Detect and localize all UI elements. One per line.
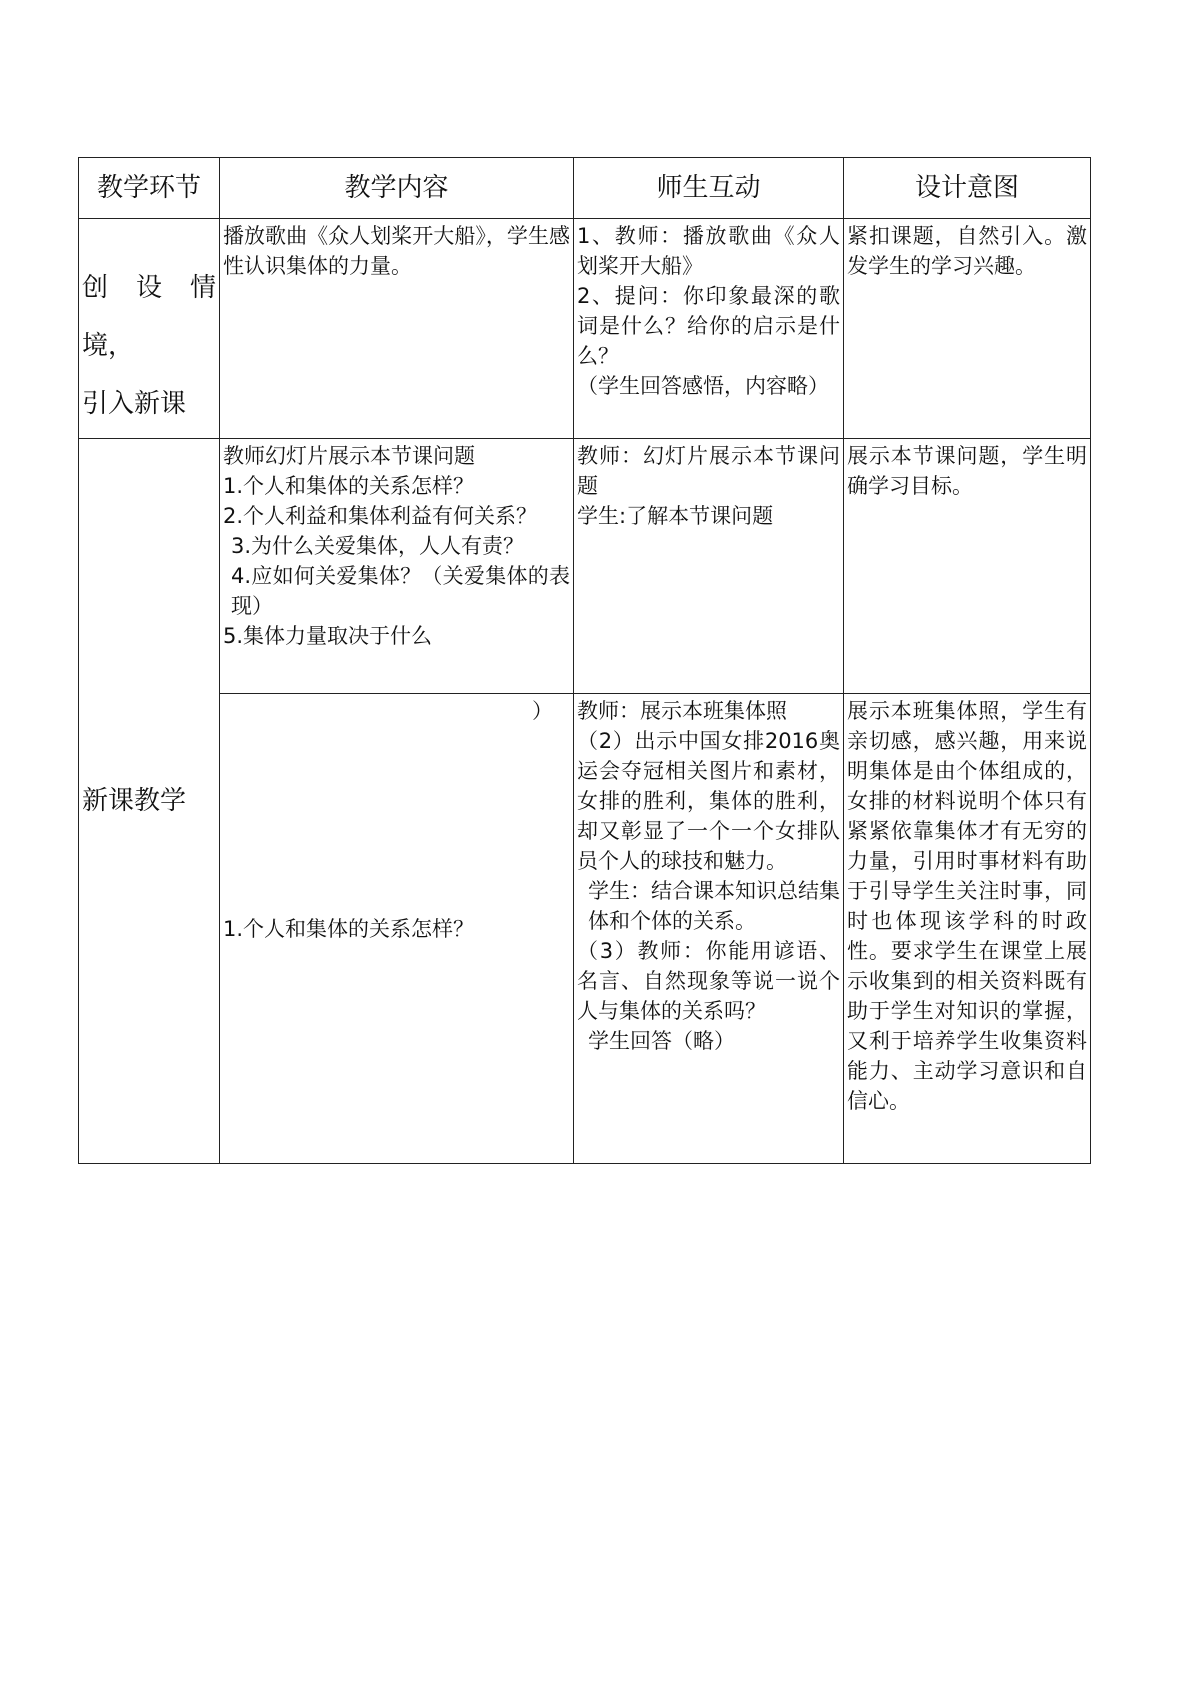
interaction-line: （学生回答感悟，内容略） — [577, 374, 829, 398]
interaction-line: 学生：结合课本知识总结集体和个体的关系。 — [588, 879, 840, 933]
stage-line: 境， — [82, 331, 135, 361]
content-cell — [220, 219, 574, 439]
content-line: 1.个人和集体的关系怎样？ — [223, 474, 475, 498]
interaction-line: （2）出示中国女排2016奥运会夺冠相关图片和素材，女排的胜利，集体的胜利，却又彰显了一个一个女排队员个人的球技和魅力。 — [577, 729, 840, 873]
content-cell — [220, 694, 574, 1164]
content-line: 教师幻灯片展示本节课问题 — [223, 444, 475, 468]
interaction-line: 教师：幻灯片展示本节课问题 — [577, 444, 840, 498]
interaction-cell — [574, 694, 844, 1164]
header-content: 教学内容 — [220, 158, 574, 219]
content-line: 5.集体力量取决于什么 — [223, 624, 433, 648]
interaction-line: 1、教师：播放歌曲《众人划桨开大船》 — [577, 224, 840, 278]
intent-cell — [844, 439, 1091, 694]
content-text: 播放歌曲《众人划桨开大船》，学生感性认识集体的力量。 — [223, 224, 570, 278]
interaction-line: （3）教师：你能用谚语、名言、自然现象等说一说个人与集体的关系吗？ — [577, 939, 840, 1023]
interaction-cell — [574, 219, 844, 439]
interaction-line: 2、提问：你印象最深的歌词是什么？给你的启示是什么？ — [577, 284, 840, 368]
table-row — [79, 694, 1091, 1164]
interaction-line: 学生回答（略） — [588, 1029, 735, 1053]
interaction-line: 学生:了解本节课问题 — [577, 504, 774, 528]
content-cell — [220, 439, 574, 694]
stage-cell-new-lesson — [79, 439, 220, 1164]
stage-cell-intro — [79, 219, 220, 439]
intent-text: 展示本节课问题，学生明确学习目标。 — [847, 444, 1087, 498]
intent-text: 紧扣课题，自然引入。激发学生的学习兴趣。 — [847, 224, 1087, 278]
stage-line: 引入新课 — [82, 389, 187, 419]
content-text: 1.个人和集体的关系怎样？ — [223, 916, 475, 941]
intent-cell — [844, 694, 1091, 1164]
table-header-row — [79, 158, 1091, 219]
table-row — [79, 439, 1091, 694]
lesson-plan-table — [78, 157, 1091, 1164]
header-intent: 设计意图 — [844, 158, 1091, 219]
content-line: 2.个人利益和集体利益有何关系？ — [223, 504, 538, 528]
stage-line: 创 设 情 — [82, 273, 216, 303]
content-paren: ） — [532, 699, 553, 723]
intent-text: 展示本班集体照，学生有亲切感，感兴趣，用来说明集体是由个体组成的，女排的材料说明个体只有紧紧依靠集体才有无穷的力量，引用时事材料有助于引导学生关注时事，同时也体现该学科的时政性。要求学生在课堂上展示收集到的相关资料既有助于学生对知识的掌握，又利于培养学生收集资料能力、主动学习意识和自信心。 — [847, 699, 1087, 1113]
interaction-cell — [574, 439, 844, 694]
intent-cell — [844, 219, 1091, 439]
table-row — [79, 219, 1091, 439]
stage-label: 新课教学 — [82, 786, 187, 816]
interaction-line: 教师：展示本班集体照 — [577, 699, 787, 723]
header-stage: 教学环节 — [79, 158, 220, 219]
content-line: 3.为什么关爱集体，人人有责？ — [231, 534, 525, 558]
header-interaction: 师生互动 — [574, 158, 844, 219]
content-line: 4.应如何关爱集体？（关爱集体的表现） — [231, 564, 570, 618]
